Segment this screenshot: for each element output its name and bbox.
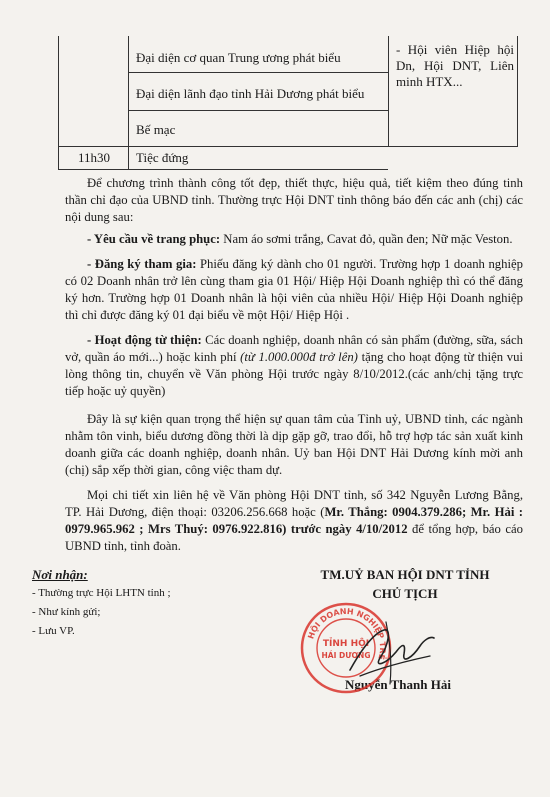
intro-paragraph bbox=[65, 175, 523, 226]
contact-text: Mọi chi tiết xin liên hệ về Văn phòng Hội DNT tỉnh, số 342 Nguyễn Lương Bằng, TP. Hải Dương, điện thoại: 03206.256.668 hoặc ( bbox=[65, 488, 523, 519]
charity-label: - Hoạt động từ thiện: bbox=[87, 333, 202, 347]
signature-name: Nguyễn Thanh Hải bbox=[345, 677, 451, 692]
registration-text: Phiếu đăng ký dành cho 01 người. Trường hợp 1 doanh nghiệp có 02 Doanh nhân trở lên cùng tham gia 01 Hội/ Hiệp Hội Doanh nghiệp thì có thể đăng ký hơn. Trường hợp 01 Doanh nhân là hội viên của nhiều Hội/ Hiệp Hội Doanh nghiệp thì chỉ được đăng ký 01 đại biểu về một Hội/ Hiệp Hội . bbox=[65, 257, 523, 322]
handwritten-signature-icon bbox=[340, 612, 440, 692]
dress-text: Nam áo sơmi trắng, Cavat đỏ, quần đen; Nữ mặc Veston. bbox=[220, 232, 513, 246]
schedule-row-label: Tiệc đứng bbox=[136, 150, 189, 165]
recipient-item: - Lưu VP. bbox=[32, 625, 75, 637]
svg-text:HẢI DƯƠNG: HẢI DƯƠNG bbox=[321, 651, 371, 660]
recipient-item: - Thường trực Hội LHTN tỉnh ; bbox=[32, 587, 171, 599]
recipients-title: Nơi nhận: bbox=[32, 567, 88, 582]
schedule-row-label: Đại diện lãnh đạo tỉnh Hải Dương phát biểu bbox=[136, 86, 365, 101]
charity-amount: (từ 1.000.000đ trở lên) bbox=[240, 350, 358, 364]
registration-label: - Đăng ký tham gia: bbox=[87, 257, 197, 271]
recipients-block bbox=[32, 567, 262, 644]
signature-org: TM.UỶ BAN HỘI DNT TỈNH bbox=[320, 567, 490, 582]
charity-text: Các doanh nghiệp, doanh nhân có sản phẩm (đường, sữa, sách vở, quần áo mới...) hoặc kinh phí bbox=[65, 333, 523, 364]
schedule-note: - Hội viên Hiệp hội Dn, Hội DNT, Liên minh HTX... bbox=[396, 42, 514, 89]
dress-label: - Yêu cầu về trang phục: bbox=[87, 232, 221, 246]
stamp-ring-text: HỘI DOANH NGHIỆP TRẺ bbox=[306, 606, 388, 661]
recipient-item: - Như kính gửi; bbox=[32, 606, 101, 618]
contact-numbers: Mr. Thắng: 0904.379.286; Mr. Hải : 0979.965.962 ; Mrs Thuý: 0976.922.816) trước ngày 4/10/2012 bbox=[65, 505, 523, 536]
schedule-row-label: Đại diện cơ quan Trung ương phát biểu bbox=[136, 50, 341, 65]
event-paragraph bbox=[65, 411, 523, 479]
contact-paragraph bbox=[65, 487, 523, 555]
charity-paragraph bbox=[65, 332, 523, 400]
schedule-row-time: 11h30 bbox=[78, 150, 111, 165]
contact-text-2: để tổng hợp, báo cáo UBND tỉnh, tỉnh đoàn. bbox=[65, 522, 523, 553]
charity-text-2: tặng cho hoạt động từ thiện vui lòng thông tin, chuyển về Văn phòng Hội trước ngày 8/10/2012.(các anh/chị tặng trực tiếp hoặc uỷ quyền) bbox=[65, 350, 523, 398]
intro-text: Để chương trình thành công tốt đẹp, thiết thực, hiệu quả, tiết kiệm theo đúng tinh thần chỉ đạo của UBND tỉnh. Thường trực Hội DNT tỉnh thông báo đến các anh (chị) các nội dung sau: bbox=[65, 176, 523, 224]
dress-paragraph bbox=[65, 231, 523, 248]
schedule-row-label: Bế mạc bbox=[136, 122, 176, 137]
event-text: Đây là sự kiện quan trọng thể hiện sự quan tâm của Tỉnh uỷ, UBND tỉnh, các ngành nhằm tôn vinh, biểu dương đồng thời là dịp gặp gỡ, trao đổi, hỗ trợ hợp tác sản xuất kinh doanh giữa các doanh nghiệp, doanh nhân. Uỷ ban Hội DNT Hải Dương kính mời anh (chị) sắp xếp thời gian, công việc tham dự. bbox=[65, 412, 523, 477]
signature-role: CHỦ TỊCH bbox=[372, 586, 438, 601]
registration-paragraph bbox=[65, 256, 523, 324]
svg-text:TỈNH HỘI: TỈNH HỘI bbox=[322, 639, 370, 649]
schedule-table bbox=[58, 36, 518, 170]
